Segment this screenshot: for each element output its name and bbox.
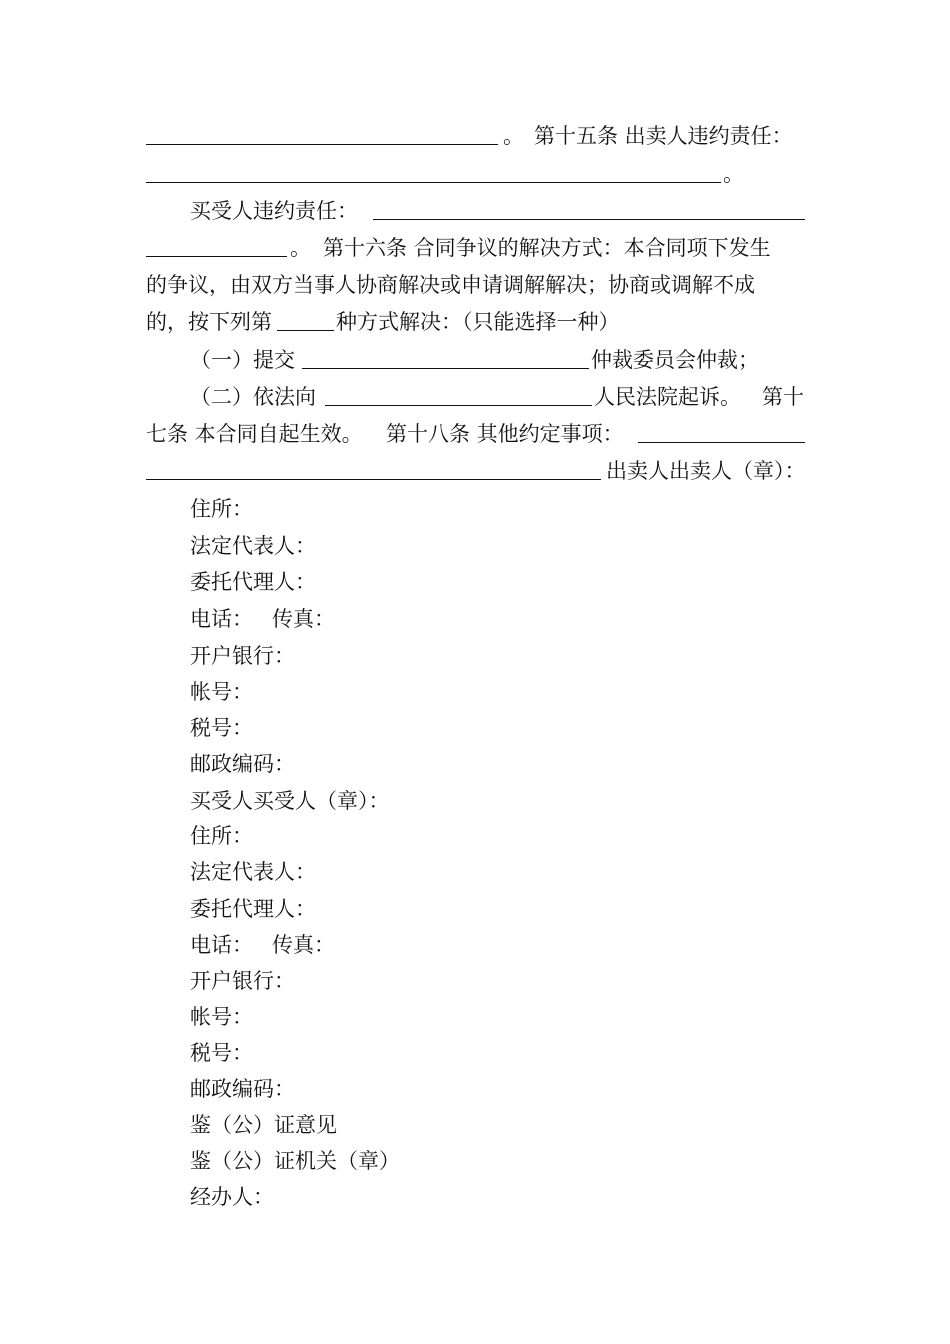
fill-blank[interactable] <box>325 379 592 406</box>
seller-tax-no <box>0 710 950 746</box>
article16-text: 的，按下列第 <box>146 310 272 334</box>
buyer-heading: 买受人买受人（章）： <box>190 789 390 813</box>
field-label: 帐号： <box>190 1005 253 1029</box>
fill-blank[interactable] <box>146 453 601 480</box>
fill-blank[interactable] <box>302 342 589 369</box>
fill-blank[interactable] <box>146 118 498 145</box>
buyer-bank <box>0 963 950 999</box>
buyer-tax-no <box>0 1035 950 1071</box>
seller-agent <box>0 564 950 600</box>
field-label: 鉴（公）证意见 <box>190 1113 337 1137</box>
option-two-text: 人民法院起诉。 <box>594 385 741 409</box>
end-mark: 。 <box>503 124 524 148</box>
article17-18-line <box>0 416 950 452</box>
seller-postcode <box>0 746 950 782</box>
field-label: 委托代理人： <box>190 570 316 594</box>
end-mark: 。 <box>723 162 744 186</box>
seller-address <box>0 491 950 527</box>
field-label: 法定代表人： <box>190 534 316 558</box>
article16-line <box>0 230 950 266</box>
option-two-line <box>0 379 950 415</box>
buyer-account <box>0 999 950 1035</box>
buyer-heading-line <box>0 783 950 819</box>
article16-text: 的争议，由双方当事人协商解决或申请调解解决；协商或调解不成 <box>146 273 755 297</box>
option-one-label: （一）提交 <box>190 348 295 372</box>
buyer-phone-fax <box>0 927 950 963</box>
article16-text: 种方式解决：（只能选择一种） <box>336 310 620 334</box>
field-label: 帐号： <box>190 680 253 704</box>
seller-heading-line <box>0 453 950 489</box>
option-one-text: 仲裁委员会仲裁； <box>591 348 759 372</box>
seller-heading: 出卖人出卖人（章）： <box>606 459 806 483</box>
seller-bank <box>0 638 950 674</box>
field-label: 开户银行： <box>190 644 295 668</box>
field-label: 委托代理人： <box>190 897 316 921</box>
buyer-agent <box>0 891 950 927</box>
field-label: 税号： <box>190 716 253 740</box>
field-label: 电话： <box>190 607 253 631</box>
fill-blank[interactable] <box>146 156 721 183</box>
field-label: 税号： <box>190 1041 253 1065</box>
article17-lead: 第十 <box>762 385 804 409</box>
seller-phone-fax <box>0 601 950 637</box>
notary-opinion <box>0 1107 950 1143</box>
field-label: 邮政编码： <box>190 752 295 776</box>
field-label: 传真： <box>272 933 335 957</box>
field-label: 鉴（公）证机关（章） <box>190 1149 400 1173</box>
end-mark: 。 <box>290 236 311 260</box>
field-label: 传真： <box>272 607 335 631</box>
field-label: 经办人： <box>190 1185 274 1209</box>
fill-blank[interactable] <box>146 230 287 257</box>
article16-line-3 <box>0 304 950 340</box>
buyer-breach-label: 买受人违约责任： <box>190 199 358 223</box>
seller-legal-rep <box>0 528 950 564</box>
buyer-legal-rep <box>0 854 950 890</box>
notary-handler <box>0 1179 950 1215</box>
article17-text: 七条 本合同自起生效。 <box>146 422 363 446</box>
buyer-postcode <box>0 1071 950 1107</box>
fill-blank[interactable] <box>277 304 334 331</box>
fill-blank[interactable] <box>638 416 805 443</box>
option-two-label: （二）依法向 <box>190 385 316 409</box>
field-label: 住所： <box>190 497 253 521</box>
field-label: 邮政编码： <box>190 1077 295 1101</box>
article15-line <box>0 118 950 154</box>
option-one-line <box>0 342 950 378</box>
buyer-address <box>0 818 950 854</box>
article16-title: 第十六条 合同争议的解决方式：本合同项下发生 <box>323 236 771 260</box>
field-label: 电话： <box>190 933 253 957</box>
article16-line-2 <box>0 267 950 303</box>
notary-authority <box>0 1143 950 1179</box>
field-label: 住所： <box>190 824 253 848</box>
seller-account <box>0 674 950 710</box>
article15-blank-line <box>0 156 950 192</box>
article18-title: 第十八条 其他约定事项： <box>386 422 624 446</box>
fill-blank[interactable] <box>373 193 805 220</box>
article15-title: 第十五条 出卖人违约责任： <box>534 124 793 148</box>
field-label: 法定代表人： <box>190 860 316 884</box>
field-label: 开户银行： <box>190 969 295 993</box>
buyer-breach-line <box>0 193 950 229</box>
